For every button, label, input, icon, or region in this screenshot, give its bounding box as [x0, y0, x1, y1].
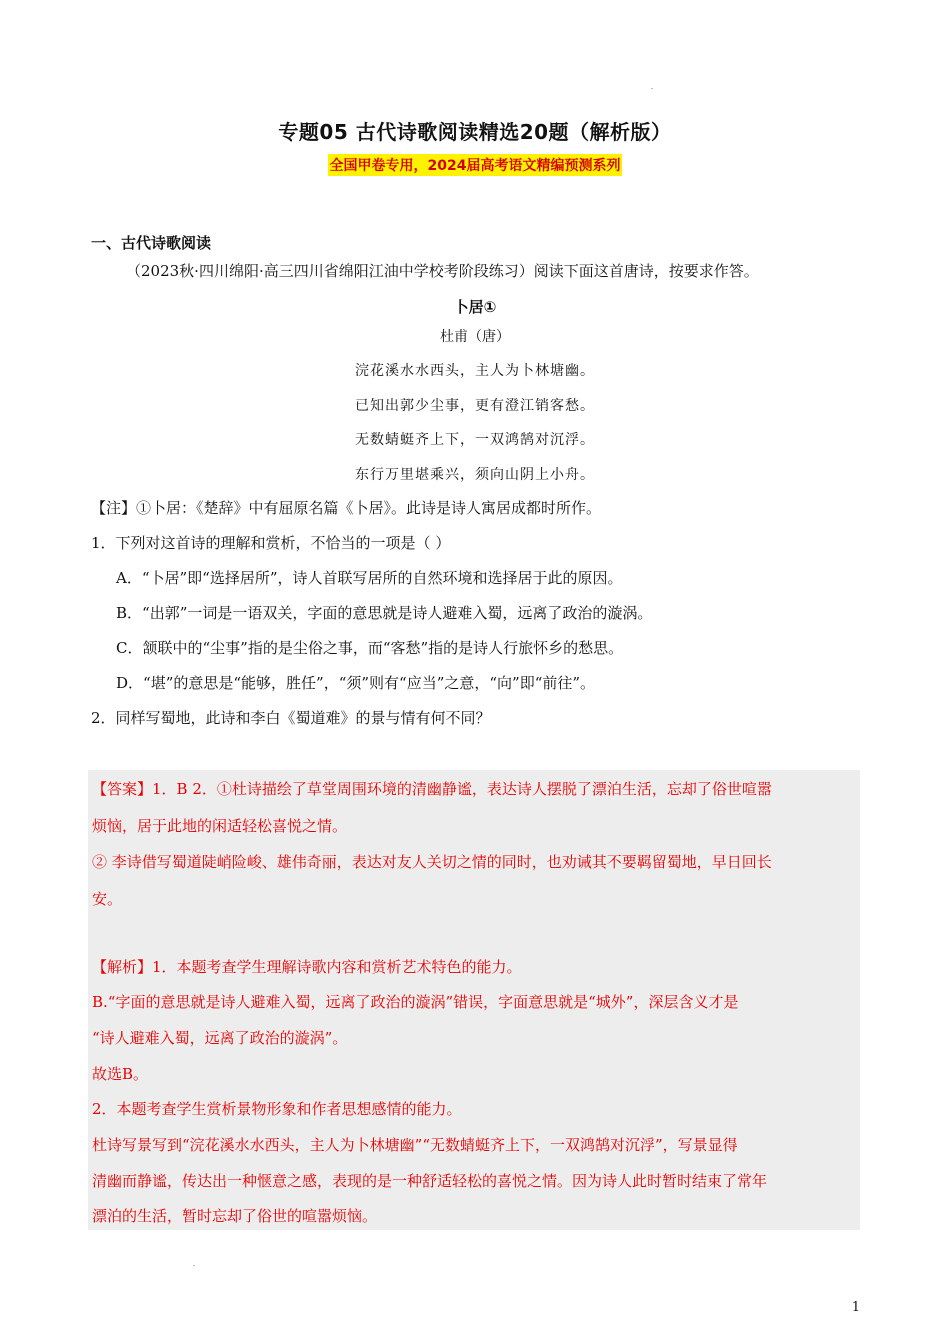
answer-line: 安。: [92, 890, 123, 908]
analysis-line: 2．本题考查学生赏析景物形象和作者思想感情的能力。: [92, 1100, 462, 1118]
option-d: D．“堪”的意思是“能够，胜任”，“须”则有“应当”之意，“向”即“前往”。: [116, 674, 596, 692]
answer-line: 【答案】1．B 2．①杜诗描绘了草堂周围环境的清幽静谧，表达诗人摆脱了漂泊生活，忘却了俗世喧嚣: [92, 780, 772, 798]
question-intro: （2023秋·四川绵阳·高三四川省绵阳江油中学校考阶段练习）阅读下面这首唐诗，按要求作答。: [126, 262, 759, 280]
option-a: A．“卜居”即“选择居所”，诗人首联写居所的自然环境和选择居于此的原因。: [116, 569, 623, 587]
analysis-line: 杜诗写景写到“浣花溪水水西头，主人为卜林塘幽”“无数蜻蜓齐上下，一双鸿鹄对沉浮”，写景显得: [92, 1136, 738, 1154]
page-title: 专题05 古代诗歌阅读精选20题（解析版）: [278, 120, 672, 144]
analysis-line: 清幽而静谧，传达出一种惬意之感，表现的是一种舒适轻松的喜悦之情。因为诗人此时暂时结束了常年: [92, 1172, 768, 1190]
poem-line: 东行万里堪乘兴，须向山阴上小舟。: [355, 467, 595, 483]
poem-title: 卜居①: [453, 298, 497, 316]
poem-line: 浣花溪水水西头，主人为卜林塘幽。: [355, 363, 595, 379]
poem-author: 杜甫（唐）: [440, 329, 510, 345]
option-b: B．“出郭”一词是一语双关，字面的意思就是诗人避难入蜀，远离了政治的漩涡。: [116, 604, 653, 622]
question-1: 1．下列对这首诗的理解和赏析，不恰当的一项是（ ）: [91, 534, 451, 552]
scan-dot: [193, 1265, 195, 1266]
poem-line: 已知出郭少尘事，更有澄江销客愁。: [355, 398, 595, 414]
question-2: 2．同样写蜀地，此诗和李白《蜀道难》的景与情有何不同？: [91, 709, 491, 727]
poem-note: 【注】①卜居：《楚辞》中有屈原名篇《卜居》。此诗是诗人寓居成都时所作。: [91, 499, 602, 517]
highlighted-subtitle: 全国甲卷专用，2024届高考语文精编预测系列: [328, 154, 623, 176]
analysis-line: “诗人避难入蜀，远离了政治的漩涡”。: [92, 1029, 348, 1047]
analysis-line: 故选B。: [92, 1065, 149, 1083]
section-heading: 一、古代诗歌阅读: [91, 234, 212, 252]
poem-line: 无数蜻蜓齐上下，一双鸿鹄对沉浮。: [355, 432, 595, 448]
subtitle-container: [0, 154, 950, 176]
analysis-line: 【解析】1．本题考查学生理解诗歌内容和赏析艺术特色的能力。: [92, 958, 522, 976]
page-number: 1: [851, 1300, 860, 1315]
answer-line: ② 李诗借写蜀道陡峭险峻、雄伟奇丽，表达对友人关切之情的同时，也劝诫其不要羁留蜀地，早日回长: [92, 853, 772, 871]
scan-dot: [651, 88, 653, 89]
answer-line: 烦恼，居于此地的闲适轻松喜悦之情。: [92, 817, 348, 835]
option-c: C．颔联中的“尘事”指的是尘俗之事，而“客愁”指的是诗人行旅怀乡的愁思。: [116, 639, 624, 657]
analysis-line: B.“字面的意思就是诗人避难入蜀，远离了政治的漩涡”错误，字面意思就是“城外”，深层含义才是: [92, 993, 739, 1011]
analysis-line: 漂泊的生活，暂时忘却了俗世的喧嚣烦恼。: [92, 1207, 378, 1225]
